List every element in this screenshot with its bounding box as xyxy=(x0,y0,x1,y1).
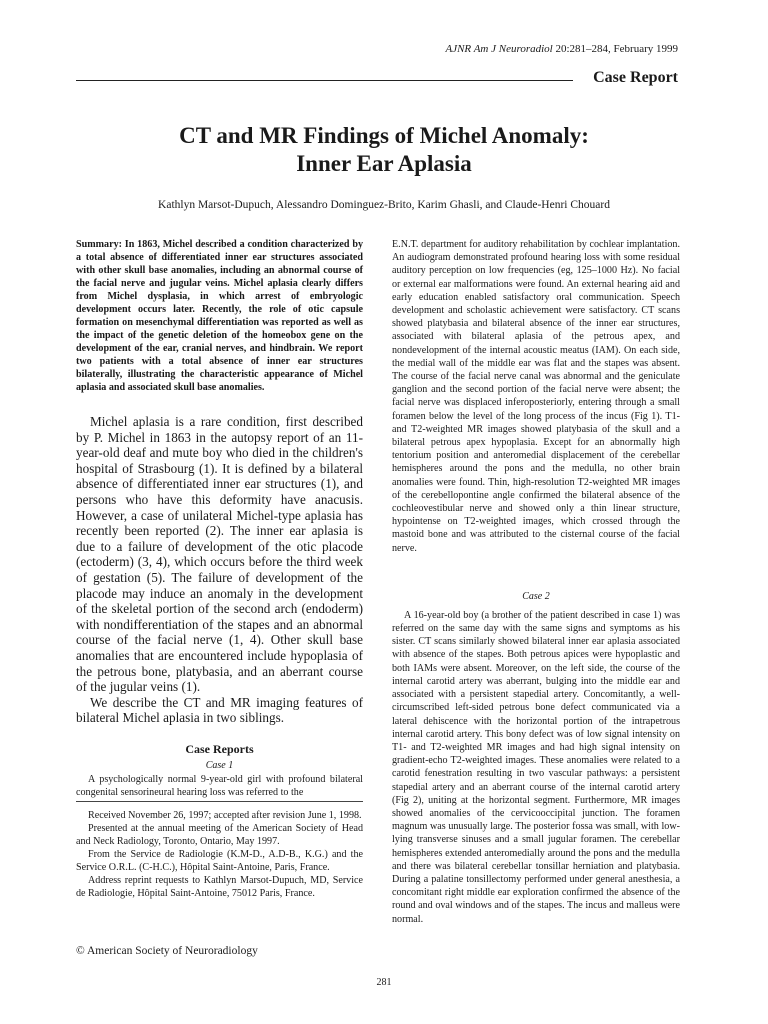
footnote-reprints: Address reprint requests to Kathlyn Marsot-Dupuch, MD, Service de Radiologie, Hôpital Saint-Antoine, 75012 Paris, France. xyxy=(76,875,363,899)
case-1-text-start xyxy=(76,773,363,799)
journal-volume: 20:281–284, February 1999 xyxy=(555,43,678,55)
journal-name: AJNR Am J Neuroradiol xyxy=(445,43,553,55)
case-1-text-continued xyxy=(392,238,680,555)
introduction xyxy=(76,414,363,726)
footnote-received: Received November 26, 1997; accepted after revision June 1, 1998. xyxy=(88,810,362,821)
case-2-paragraph: A 16-year-old boy (a brother of the patient described in case 1) was referred on the same day with the same signs and symptoms as his sister. CT scans similarly showed bilateral inner ear aplasia associated with absence of the stapes. Both petrous apices were hypoplastic and both IAMs were absent. Moreover, on the left side, the course of the internal carotid artery was aberrant, bulging into the middle ear and associated with a persistent stapedial artery. Concomitantly, a well-circumscribed left-sided petrous bone defect communicated via a lateral dehiscence with the horizontal portion of the intrapetrous internal carotid artery. This bony defect was of low signal intensity on T1- and T2-weighted MR images and had high signal intensity on gradient-echo T2-weighted images. These anomalies were related to a carotid fenestration resulting in two vascular pathways: a persistent stapedial artery and an aberrant course of the internal carotid artery (Fig 2), uniting at the horizontal segment. Furthermore, MR images showed anomalies of the cervicooccipital junction. The foramen magnum was unusually large. The posterior fossa was small, with low-lying transverse sinuses and a small jugular foramen. The cerebellar hemispheres extended anteromedially around the pons and the medulla and there was bilateral cerebellar tonsillar herniation and platybasia. During a palatine tonsillectomy performed under general anesthesia, a concomitant right middle ear exploration confirmed the absence of the round and oval windows and of the stapes. The incus and malleus were normal. xyxy=(392,609,680,925)
page-number: 281 xyxy=(376,977,392,988)
summary-abstract: Summary: In 1863, Michel described a condition characterized by a total absence of differentiated inner ear structures associated with other skull base anomalies, including an abnormal course of the facial nerve and jugular veins. Michel aplasia clearly differs from Michel dysplasia, in which arrest of embryologic development occurs later. Recently, the role of otic capsule formation on mesenchymal differentiation was reported as well as the impact of the genetic deletion of the homeobox gene on the development of the ear, cranial nerves, and hindbrain. We report two patients with a total absence of inner ear structures bilaterally, illustrating the characteristic appearance of Michel aplasia and associated skull base anomalies. xyxy=(76,239,363,393)
title-line-1: CT and MR Findings of Michel Anomaly: xyxy=(179,123,589,148)
footnote-rule xyxy=(76,801,363,802)
footnotes xyxy=(76,809,363,900)
section-label: Case Report xyxy=(593,69,678,86)
journal-citation xyxy=(445,43,678,55)
intro-paragraph: Michel aplasia is a rare condition, first described by P. Michel in 1863 in the autopsy report of an 11-year-old deaf and mute boy who died in the children's hospital of Strasbourg (1). It is defined by a bilateral absence of differentiated inner ear structures (1), and persons who have this deformity have anacusis. However, a case of unilateral Michel-type aplasia has recently been reported (2). The inner ear aplasia is due to a failure of development of the otic placode (ectoderm) (3, 4), which occurs before the third week of gestation (5). The failure of development of the placode may induce an anomaly in the development of the skeletal portion of the second arch (endoderm) with nondifferentiation of the stapes and an abnormal course of the facial nerve (1, 4). Other skull base anomalies that are encountered include hypoplasia of the petrous bone, platybasia, and an aberrant course of the jugular veins (1). xyxy=(76,414,363,695)
case-1-paragraph: E.N.T. department for auditory rehabilitation by cochlear implantation. An audiogram demonstrated profound hearing loss with some residual auditory perception on low frequencies (eg, 125–1000 Hz). No facial or external ear malformations were found. An external hearing aid and early education enabled satisfactory oral communication. Speech development and scholastic achievement were satisfactory. CT scans showed platybasia and bilateral absence of the inner ear structures, associated with bilateral aplasia of the petrous apex, and nondevelopment of the internal acoustic meatus (IAM). On each side, the medial wall of the middle ear was flat and the stapes was absent. The course of the facial nerve canal was abnormal and the geniculate ganglion and the second portion of the facial nerve were absent; the facial nerve was displaced inferoposteriorly, entering through a small foramen below the level of the long process of the incus (Fig 1). T1- and T2-weighted MR images showed platybasia of the skull and a bilateral petrous apex hypoplasia. Except for an abnormally high tentorium position and anteromedial displacement of the cerebellar hemispheres around the pons and the medulla, no other brain anomalies were found. Thin, high-resolution T2-weighted MR images of the cerebellopontine angle confirmed the bilateral absence of the cochleovestibular nerve and showed only a thin linear structure, hypointense on T2-weighted images, which crossed through the mastoid bone and was attributed to the cisternal course of the facial nerve. xyxy=(392,239,680,554)
case-2-text xyxy=(392,609,680,926)
case-reports-heading: Case Reports xyxy=(185,741,254,756)
footnote-presented: Presented at the annual meeting of the American Society of Head and Neck Radiology, Toronto, Ontario, May 1997. xyxy=(76,823,363,847)
copyright-line: © American Society of Neuroradiology xyxy=(76,945,258,957)
header-rule xyxy=(76,80,573,81)
article-title xyxy=(0,122,768,178)
intro-paragraph: We describe the CT and MR imaging features of bilateral Michel aplasia in two siblings. xyxy=(76,694,363,726)
case-2-heading: Case 2 xyxy=(522,590,550,602)
left-column xyxy=(76,238,363,799)
footnote-affiliation: From the Service de Radiologie (K.M-D., A.D-B., K.G.) and the Service O.R.L. (C-H.C.), Hôpital Saint-Antoine, Paris, France. xyxy=(76,849,363,873)
case-1-paragraph: A psychologically normal 9-year-old girl with profound bilateral congenital sensorineural hearing loss was referred to the xyxy=(76,773,363,799)
title-line-2: Inner Ear Aplasia xyxy=(296,151,472,176)
right-column xyxy=(392,238,680,926)
case-1-heading: Case 1 xyxy=(205,759,234,771)
author-list: Kathlyn Marsot-Dupuch, Alessandro Dominguez-Brito, Karim Ghasli, and Claude-Henri Chouard xyxy=(158,199,610,211)
